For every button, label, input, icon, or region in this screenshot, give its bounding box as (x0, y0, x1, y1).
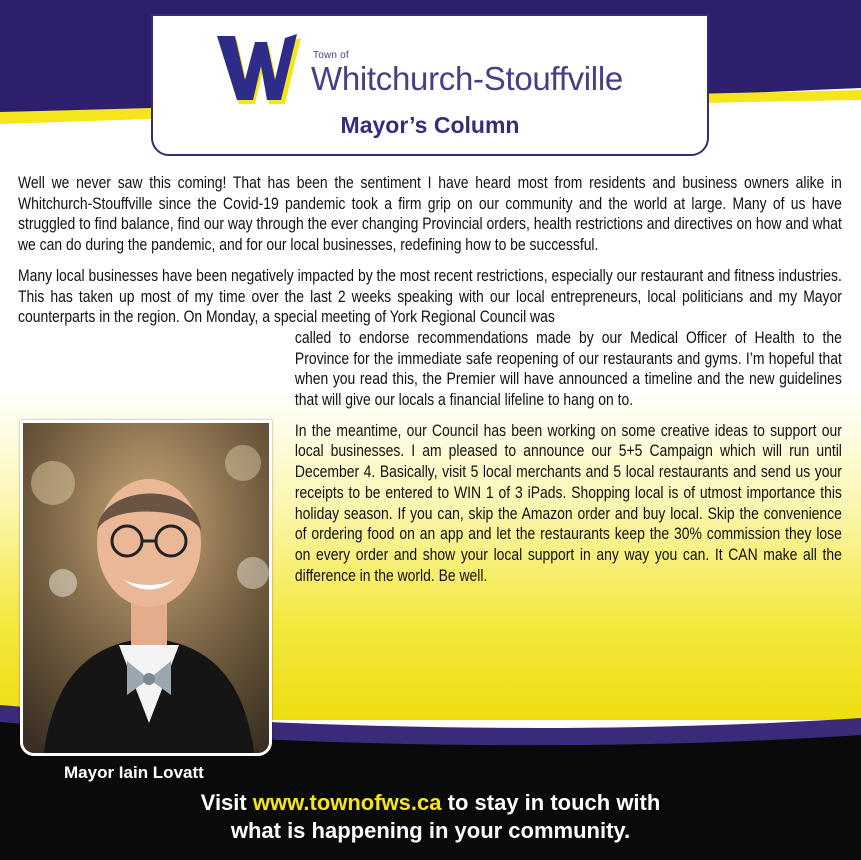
footer-line-1 (0, 789, 861, 817)
town-of-label: Town of (313, 50, 349, 61)
photo-caption: Mayor Iain Lovatt (64, 763, 204, 782)
article-paragraph: Many local businesses have been negatively impacted by the most recent restrictions, especially our restaurant and fitness industries. This has taken up most of my time over the last 2 weeks speaking with our local entrepreneurs, local politicians and my Mayor counterparts in the region. On Monday, a special meeting of York Regional Council was (18, 266, 842, 327)
footer-visit-text: Visit (200, 790, 247, 815)
header-card (151, 14, 709, 156)
article-paragraph: Well we never saw this coming! That has been the sentiment I have heard most from residents and business owners alike in Whitchurch-Stouffville since the Covid-19 pandemic took a firm grip on our community and the world at large. Many of us have struggled to find balance, find our way through the ever changing Provincial orders, health restrictions and directives on how and what we can do during the pandemic, and for our local businesses, redefining how to be successful. (18, 174, 842, 255)
website-link[interactable]: www.townofws.ca (252, 790, 442, 815)
mayor-photo (20, 420, 272, 756)
footer-line1-rest: to stay in touch with (447, 790, 661, 815)
town-name: Whitchurch-Stouffville (311, 60, 623, 97)
article-paragraph: called to endorse recommendations made by our Medical Officer of Health to the Province for the immediate safe reopening of our restaurants and gyms. I’m hopeful that when you read this, the Premier will have announced a timeline and the new guidelines that will give our locals a financial lifeline to hang on to. (294, 328, 842, 410)
column-title: Mayor’s Column (340, 112, 520, 138)
article-paragraph: In the meantime, our Council has been working on some creative ideas to support our local businesses. I am pleased to announce our 5+5 Campaign which will run until December 4. Basically, visit 5 local merchants and 5 local restaurants and send us your receipts to be entered to WIN 1 of 3 iPads. Shopping local is of utmost importance this holiday season. If you can, skip the Amazon order and buy local. Skip the convenience of ordering food on an app and let the restaurants keep the 30% commission they lose on every order and show your local support in any way you can. It CAN make all the difference in the world. Be well. (294, 421, 842, 585)
footer-line-2: what is happening in your community. (230, 818, 631, 843)
footer-message (0, 789, 861, 845)
town-logo-icon (217, 34, 303, 110)
